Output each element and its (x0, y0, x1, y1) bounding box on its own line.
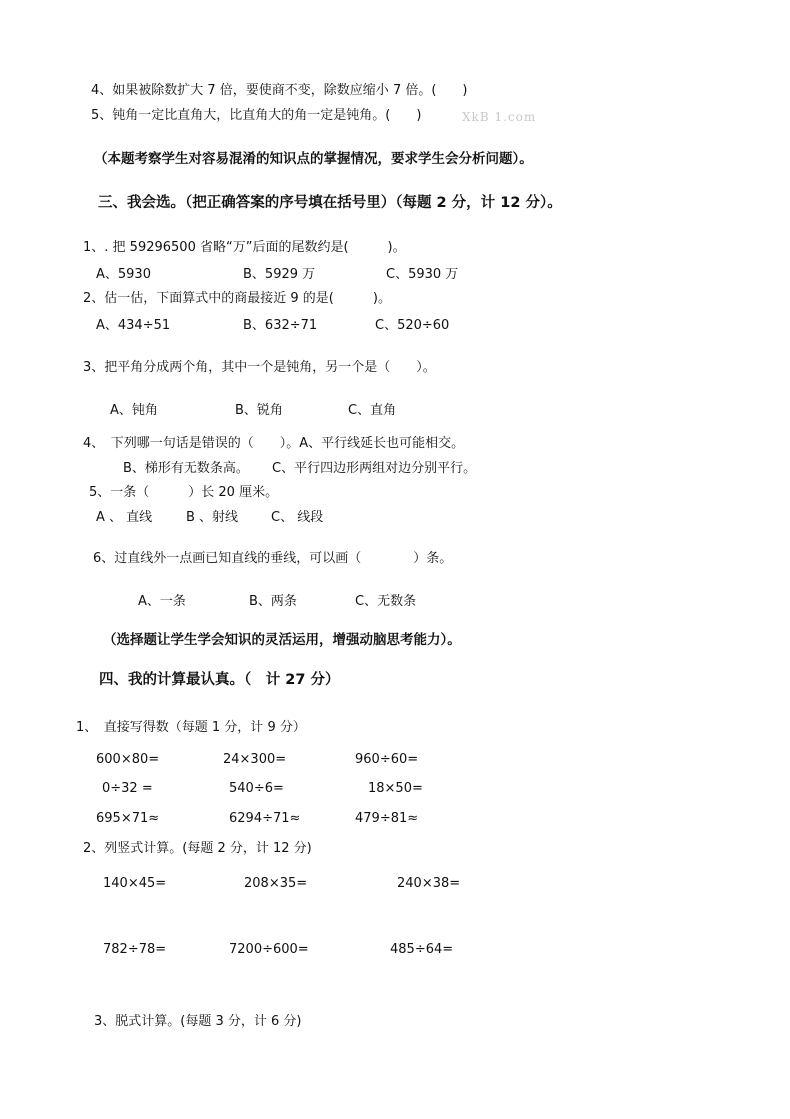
choice-q6-option-b: B、两条 (249, 594, 297, 609)
calc-s3-title: 3、脱式计算。(每题 3 分，计 6 分) (94, 1014, 302, 1029)
calc-s2-r2-c1: 782÷78= (103, 942, 167, 957)
choice-q5-option-b: B 、射线 (186, 510, 239, 525)
choice-q3-option-c: C、直角 (348, 403, 397, 418)
calc-s2-r1-c1: 140×45= (103, 876, 167, 891)
choice-q1-option-a: A、5930 (96, 267, 151, 282)
choice-q1-option-c: C、5930 万 (386, 267, 459, 282)
choice-q5-option-c: C、 线段 (271, 510, 324, 525)
part3-heading: 三、我会选。（把正确答案的序号填在括号里）（每题 2 分，计 12 分）。 (98, 195, 562, 211)
choice-q6-option-c: C、无数条 (355, 594, 417, 609)
watermark: XkB 1.com (462, 110, 537, 124)
calc-s1-r1-c1: 600×80= (96, 752, 160, 767)
choice-q4-option-b: B、梯形有无数条高。 (123, 461, 249, 476)
choice-q6-stem: 6、过直线外一点画已知直线的垂线，可以画（ ）条。 (93, 551, 453, 566)
choice-q2-option-a: A、434÷51 (96, 318, 171, 333)
judge-q5: 5、钝角一定比直角大，比直角大的角一定是钝角。( ) (91, 108, 422, 123)
calc-s1-r2-c3: 18×50= (368, 781, 423, 796)
calc-s2-r2-c3: 485÷64= (390, 942, 454, 957)
part4-heading: 四、我的计算最认真。（ 计 27 分） (99, 672, 340, 688)
choice-q2-option-c: C、520÷60 (375, 318, 450, 333)
calc-s1-r3-c2: 6294÷71≈ (229, 811, 301, 826)
calc-s2-r1-c3: 240×38= (397, 876, 461, 891)
calc-s1-r2-c2: 540÷6= (229, 781, 284, 796)
calc-s2-r2-c2: 7200÷600= (229, 942, 309, 957)
calc-s2-r1-c2: 208×35= (244, 876, 308, 891)
calc-s1-r1-c3: 960÷60= (355, 752, 419, 767)
calc-s1-r1-c2: 24×300= (223, 752, 287, 767)
judge-q4: 4、如果被除数扩大 7 倍，要使商不变，除数应缩小 7 倍。( ) (91, 83, 468, 98)
choice-q2-stem: 2、估一估，下面算式中的商最接近 9 的是( )。 (83, 291, 391, 306)
part3-note: （选择题让学生学会知识的灵活运用，增强动脑思考能力）。 (103, 632, 461, 648)
part2-note: （本题考察学生对容易混淆的知识点的掌握情况，要求学生会分析问题）。 (94, 151, 533, 167)
calc-s2-title: 2、列竖式计算。(每题 2 分，计 12 分) (83, 841, 312, 856)
choice-q3-option-b: B、锐角 (235, 403, 283, 418)
choice-q3-stem: 3、把平角分成两个角，其中一个是钝角，另一个是（ ）。 (83, 360, 436, 375)
calc-s1-r3-c1: 695×71≈ (96, 811, 160, 826)
calc-s1-r3-c3: 479÷81≈ (355, 811, 419, 826)
choice-q4-stem: 4、 下列哪一句话是错误的（ ）。A、平行线延长也可能相交。 (83, 436, 465, 451)
calc-s1-r2-c1: 0÷32 = (102, 781, 153, 796)
choice-q1-stem: 1、. 把 59296500 省略“万”后面的尾数约是( )。 (83, 240, 406, 255)
choice-q5-stem: 5、一条（ ）长 20 厘米。 (89, 485, 279, 500)
choice-q5-option-a: A 、 直线 (96, 510, 153, 525)
choice-q3-option-a: A、钝角 (110, 403, 158, 418)
choice-q6-option-a: A、一条 (138, 594, 186, 609)
calc-s1-title: 1、 直接写得数（每题 1 分，计 9 分） (76, 720, 306, 735)
choice-q1-option-b: B、5929 万 (243, 267, 316, 282)
choice-q4-option-c: C、平行四边形两组对边分别平行。 (272, 461, 477, 476)
choice-q2-option-b: B、632÷71 (243, 318, 318, 333)
